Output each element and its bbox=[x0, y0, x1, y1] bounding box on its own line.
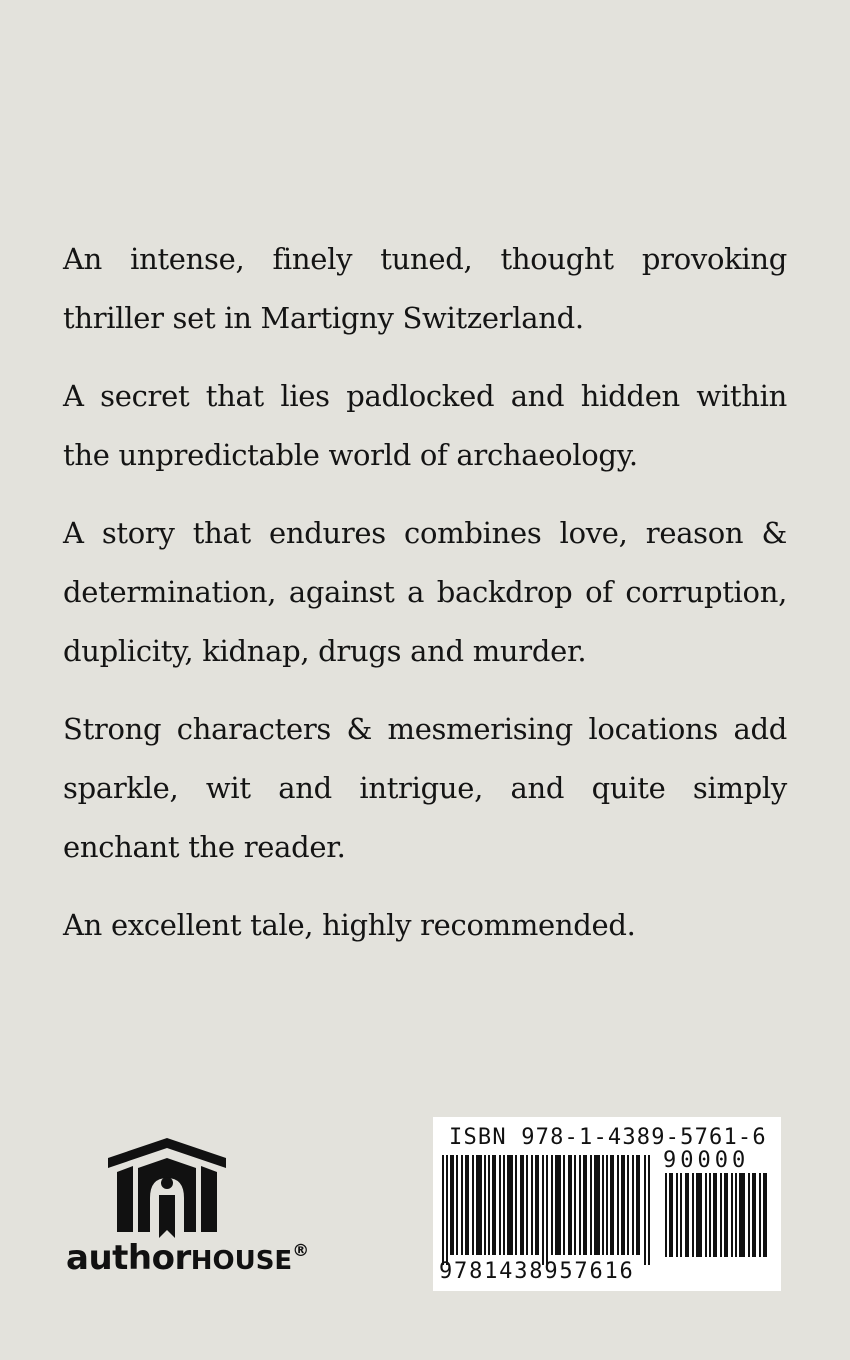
ean-digits: 9781438957616 bbox=[439, 1259, 635, 1284]
publisher-name-part2: HOUSE bbox=[190, 1246, 293, 1276]
blurb-paragraph-4: Strong characters & mesmerising locations add sparkle, wit and intrigue, and quite simply enchant the reader. bbox=[63, 712, 787, 864]
blurb-paragraph-1: An intense, finely tuned, thought provoking thriller set in Martigny Switzerland. bbox=[63, 242, 787, 335]
blurb-paragraph-2: A secret that lies padlocked and hidden within the unpredictable world of archaeology. bbox=[63, 379, 787, 472]
blurb-paragraph-5: An excellent tale, highly recommended. bbox=[63, 908, 636, 942]
house-book-icon bbox=[104, 1132, 230, 1238]
barcode-icon bbox=[439, 1155, 655, 1265]
isbn-barcode bbox=[433, 1117, 781, 1291]
price-code: 90000 bbox=[663, 1148, 750, 1173]
publisher-name bbox=[66, 1238, 309, 1278]
publisher-logo bbox=[64, 1132, 309, 1282]
addon-barcode bbox=[665, 1173, 769, 1257]
isbn-label: ISBN 978-1-4389-5761-6 bbox=[449, 1125, 767, 1150]
back-cover-blurb bbox=[63, 230, 787, 974]
publisher-name-part1: author bbox=[66, 1238, 191, 1278]
blurb-paragraph-3: A story that endures combines love, reason & determination, against a backdrop of corruption, duplicity, kidnap, drugs and murder. bbox=[63, 516, 787, 668]
registered-mark: ® bbox=[292, 1241, 309, 1261]
